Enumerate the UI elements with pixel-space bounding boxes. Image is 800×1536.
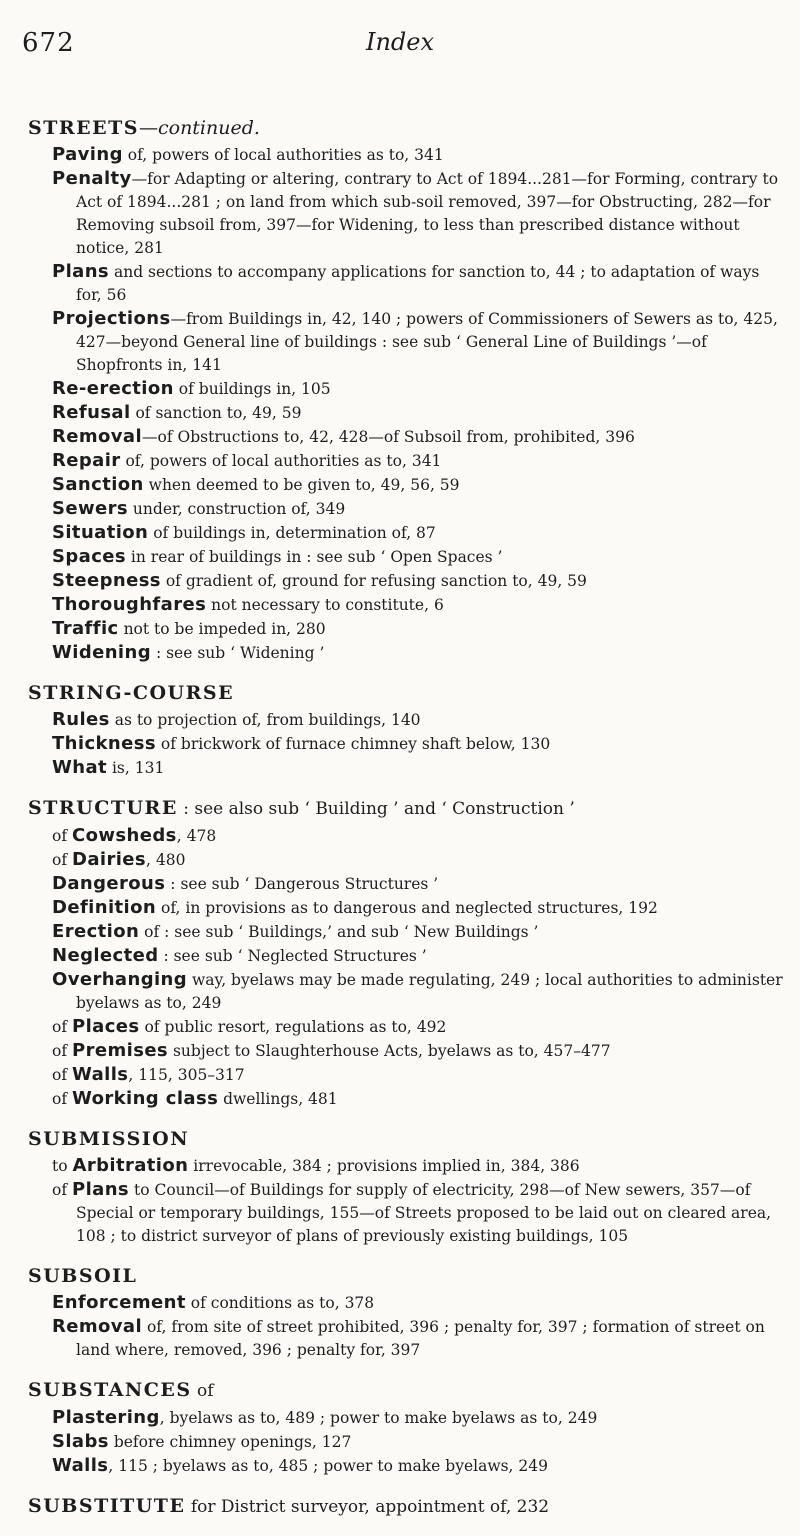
entry-keyword: Arbitration bbox=[72, 1155, 189, 1176]
index-entry bbox=[28, 473, 788, 497]
entry-keyword: Sanction bbox=[52, 474, 144, 495]
entry-keyword: Plans bbox=[72, 1179, 130, 1200]
index-entry bbox=[28, 1178, 788, 1248]
entry-text: of, from site of street prohibited, 396 ; penalty for, 397 ; formation of street on land where, removed, 396 ; penalty for, 397 bbox=[76, 1318, 765, 1359]
index-entry bbox=[28, 848, 788, 872]
entry-keyword: Rules bbox=[52, 709, 110, 730]
entry-text: : see sub ‘ Widening ’ bbox=[151, 644, 325, 662]
entry-keyword: Spaces bbox=[52, 546, 126, 567]
entry-keyword: Definition bbox=[52, 897, 157, 918]
entry-text: not necessary to constitute, 6 bbox=[206, 596, 444, 614]
entry-keyword: Projections bbox=[52, 308, 171, 329]
index-entry bbox=[28, 143, 788, 167]
entry-prefix: of bbox=[52, 851, 72, 869]
entry-text: of, powers of local authorities as to, 341 bbox=[120, 452, 442, 470]
entry-keyword: Neglected bbox=[52, 945, 159, 966]
entry-text: : see sub ‘ Dangerous Structures ’ bbox=[165, 875, 439, 893]
index-entry bbox=[28, 1454, 788, 1478]
entry-prefix: of bbox=[52, 1018, 72, 1036]
entry-keyword: Plastering bbox=[52, 1407, 160, 1428]
index-section bbox=[28, 1262, 788, 1362]
section-heading bbox=[28, 114, 788, 143]
entry-prefix: of bbox=[52, 827, 72, 845]
section-heading-text: SUBSOIL bbox=[28, 1265, 138, 1287]
index-entry bbox=[28, 708, 788, 732]
index-entry bbox=[28, 756, 788, 780]
entry-text: of, powers of local authorities as to, 341 bbox=[122, 146, 444, 164]
index-section bbox=[28, 1492, 788, 1522]
section-heading-text: STREETS bbox=[28, 117, 139, 139]
entry-text: of, in provisions as to dangerous and neglected structures, 192 bbox=[156, 899, 658, 917]
index-entry bbox=[28, 545, 788, 569]
index-section bbox=[28, 1125, 788, 1248]
index-entry bbox=[28, 1063, 788, 1087]
index-section bbox=[28, 114, 788, 665]
index-entry bbox=[28, 872, 788, 896]
entry-prefix: of bbox=[52, 1066, 72, 1084]
entry-text: irrevocable, 384 ; provisions implied in, 384, 386 bbox=[188, 1157, 580, 1175]
index-entry bbox=[28, 1430, 788, 1454]
entry-prefix: of bbox=[52, 1181, 72, 1199]
index-entry bbox=[28, 1291, 788, 1315]
entry-keyword: Thickness bbox=[52, 733, 156, 754]
entry-text: , 115 ; byelaws as to, 485 ; power to make byelaws, 249 bbox=[108, 1457, 548, 1475]
entry-keyword: Re-erection bbox=[52, 378, 174, 399]
entry-text: to Council—of Buildings for supply of electricity, 298—of New sewers, 357—of Special or temporary buildings, 155—of Streets proposed to be laid out on cleared area, 108 ; to district surveyor of plans of previously existing buildings, 105 bbox=[76, 1181, 772, 1245]
entry-keyword: Working class bbox=[72, 1088, 219, 1109]
section-heading-suffix: of bbox=[191, 1381, 214, 1401]
page-number: 672 bbox=[22, 28, 75, 58]
entry-keyword: Refusal bbox=[52, 402, 131, 423]
entry-keyword: Premises bbox=[72, 1040, 169, 1061]
entry-keyword: Repair bbox=[52, 450, 121, 471]
index-entry bbox=[28, 641, 788, 665]
entry-text: of public resort, regulations as to, 492 bbox=[139, 1018, 447, 1036]
entry-text: way, byelaws may be made regulating, 249 ; local authorities to administer byelaws as to, 249 bbox=[76, 971, 783, 1012]
index-entry bbox=[28, 593, 788, 617]
entry-text: when deemed to be given to, 49, 56, 59 bbox=[143, 476, 460, 494]
entry-text: in rear of buildings in : see sub ‘ Open Spaces ’ bbox=[126, 548, 503, 566]
entry-keyword: Situation bbox=[52, 522, 149, 543]
entry-text: of : see sub ‘ Buildings,’ and sub ‘ New Buildings ’ bbox=[139, 923, 539, 941]
entry-keyword: Cowsheds bbox=[72, 825, 177, 846]
index-entry bbox=[28, 307, 788, 377]
index-entry bbox=[28, 521, 788, 545]
entry-keyword: Penalty bbox=[52, 168, 132, 189]
index-entry bbox=[28, 1015, 788, 1039]
entry-keyword: Walls bbox=[52, 1455, 109, 1476]
section-heading bbox=[28, 1376, 788, 1406]
section-heading-text: SUBSTANCES bbox=[28, 1379, 192, 1401]
index-entry bbox=[28, 449, 788, 473]
entry-text: not to be impeded in, 280 bbox=[118, 620, 326, 638]
section-heading-suffix: for District surveyor, appointment of, 232 bbox=[185, 1497, 550, 1517]
entry-text: —from Buildings in, 42, 140 ; powers of Commissioners of Sewers as to, 425, 427—beyond General line of buildings : see sub ‘ General Line of Buildings ’—of Shopfronts in, 141 bbox=[76, 310, 778, 374]
section-heading bbox=[28, 1125, 788, 1154]
index-entry bbox=[28, 401, 788, 425]
entry-text: of buildings in, 105 bbox=[173, 380, 331, 398]
index-section bbox=[28, 679, 788, 780]
index-entry bbox=[28, 617, 788, 641]
section-heading-text: STRUCTURE bbox=[28, 797, 178, 819]
entry-keyword: Thoroughfares bbox=[52, 594, 207, 615]
entry-text: : see sub ‘ Neglected Structures ’ bbox=[158, 947, 427, 965]
index-entry bbox=[28, 732, 788, 756]
entry-keyword: Erection bbox=[52, 921, 140, 942]
entry-keyword: Walls bbox=[72, 1064, 129, 1085]
section-heading bbox=[28, 1492, 788, 1522]
section-heading bbox=[28, 679, 788, 708]
entry-keyword: Traffic bbox=[52, 618, 119, 639]
entry-prefix: of bbox=[52, 1042, 72, 1060]
index-entry bbox=[28, 896, 788, 920]
index-section bbox=[28, 794, 788, 1111]
entry-text: —of Obstructions to, 42, 428—of Subsoil from, prohibited, 396 bbox=[142, 428, 635, 446]
section-heading bbox=[28, 794, 788, 824]
entry-text: before chimney openings, 127 bbox=[108, 1433, 352, 1451]
index-content bbox=[28, 114, 788, 1536]
index-entry bbox=[28, 1087, 788, 1111]
entry-keyword: Removal bbox=[52, 1316, 143, 1337]
index-entry bbox=[28, 497, 788, 521]
entry-keyword: Sewers bbox=[52, 498, 128, 519]
entry-prefix: to bbox=[52, 1157, 73, 1175]
entry-text: of sanction to, 49, 59 bbox=[130, 404, 302, 422]
page-header bbox=[0, 28, 800, 68]
entry-text: and sections to accompany applications for sanction to, 44 ; to adaptation of ways for, 56 bbox=[76, 263, 760, 304]
entry-keyword: Slabs bbox=[52, 1431, 109, 1452]
index-entry bbox=[28, 944, 788, 968]
index-entry bbox=[28, 167, 788, 260]
entry-keyword: Paving bbox=[52, 144, 123, 165]
entry-text: as to projection of, from buildings, 140 bbox=[109, 711, 421, 729]
index-entry bbox=[28, 260, 788, 307]
index-entry bbox=[28, 1039, 788, 1063]
index-entry bbox=[28, 968, 788, 1015]
entry-keyword: Overhanging bbox=[52, 969, 188, 990]
entry-text: , 478 bbox=[176, 827, 217, 845]
section-heading-text: STRING-COURSE bbox=[28, 682, 235, 704]
index-entry bbox=[28, 569, 788, 593]
entry-text: of gradient of, ground for refusing sanction to, 49, 59 bbox=[160, 572, 587, 590]
index-entry bbox=[28, 1406, 788, 1430]
index-entry bbox=[28, 1315, 788, 1362]
entry-keyword: Removal bbox=[52, 426, 143, 447]
index-entry bbox=[28, 920, 788, 944]
entry-text: is, 131 bbox=[107, 759, 165, 777]
section-heading-suffix: —continued. bbox=[138, 117, 260, 139]
entry-keyword: What bbox=[52, 757, 108, 778]
entry-text: of buildings in, determination of, 87 bbox=[148, 524, 436, 542]
entry-keyword: Plans bbox=[52, 261, 110, 282]
entry-keyword: Widening bbox=[52, 642, 152, 663]
entry-text: under, construction of, 349 bbox=[128, 500, 346, 518]
entry-keyword: Steepness bbox=[52, 570, 161, 591]
entry-text: dwellings, 481 bbox=[218, 1090, 338, 1108]
section-heading-suffix: : see also sub ‘ Building ’ and ‘ Construction ’ bbox=[177, 799, 575, 819]
entry-text: of conditions as to, 378 bbox=[185, 1294, 375, 1312]
entry-text: subject to Slaughterhouse Acts, byelaws as to, 457–477 bbox=[168, 1042, 611, 1060]
index-section bbox=[28, 1376, 788, 1478]
running-head: Index bbox=[365, 28, 435, 56]
index-entry bbox=[28, 425, 788, 449]
section-heading-text: SUBMISSION bbox=[28, 1128, 190, 1150]
index-entry bbox=[28, 1154, 788, 1178]
entry-keyword: Enforcement bbox=[52, 1292, 186, 1313]
entry-text: —for Adapting or altering, contrary to Act of 1894...281—for Forming, contrary to Act of 1894...281 ; on land from which sub-soil removed, 397—for Obstructing, 282—for Removing subsoil from, 397—for Widening, to less than prescribed distance without notice, 281 bbox=[76, 170, 779, 257]
entry-keyword: Places bbox=[72, 1016, 140, 1037]
section-heading-text: SUBSTITUTE bbox=[28, 1495, 186, 1517]
entry-keyword: Dangerous bbox=[52, 873, 166, 894]
entry-text: , 480 bbox=[146, 851, 186, 869]
entry-text: of brickwork of furnace chimney shaft below, 130 bbox=[155, 735, 551, 753]
entry-text: , 115, 305–317 bbox=[128, 1066, 245, 1084]
section-heading bbox=[28, 1262, 788, 1291]
index-entry bbox=[28, 824, 788, 848]
index-entry bbox=[28, 377, 788, 401]
entry-keyword: Dairies bbox=[72, 849, 147, 870]
entry-prefix: of bbox=[52, 1090, 72, 1108]
entry-text: , byelaws as to, 489 ; power to make byelaws as to, 249 bbox=[159, 1409, 598, 1427]
